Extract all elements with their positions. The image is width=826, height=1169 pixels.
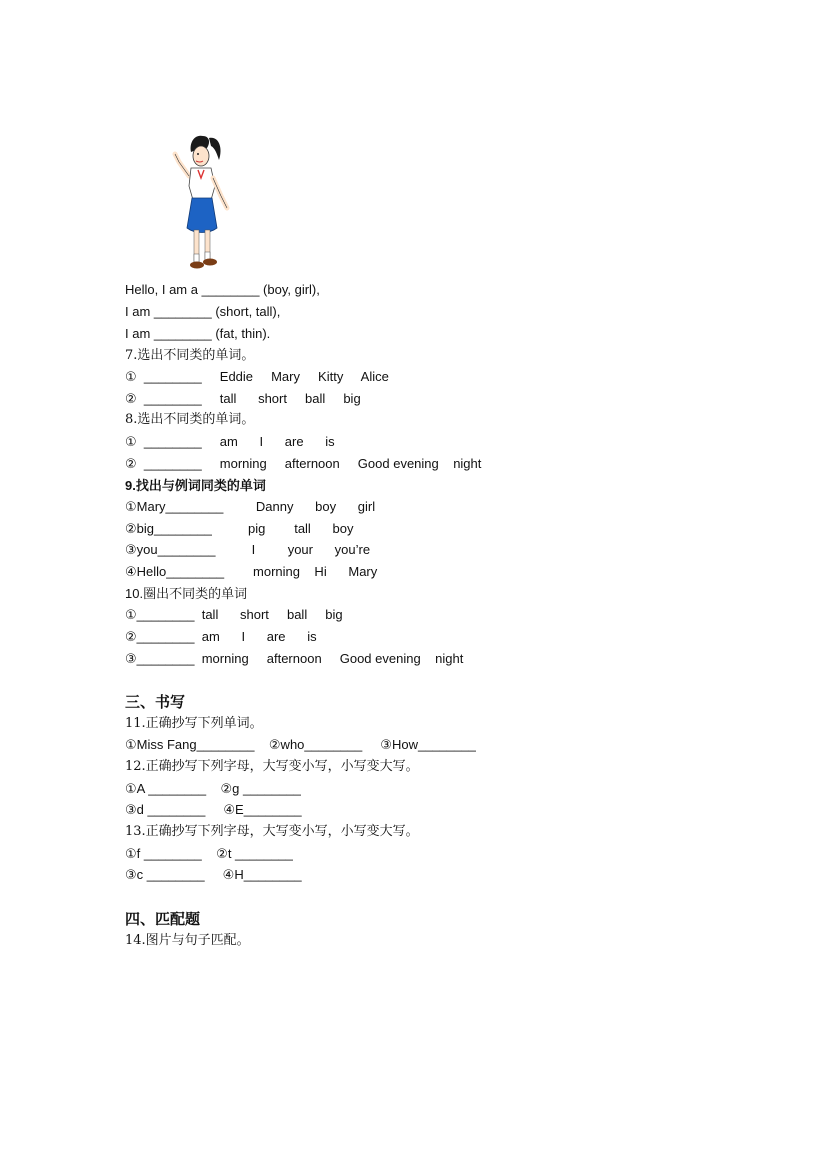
intro-line-2: I am ________ (short, tall), — [125, 304, 281, 319]
q10-title: 10.圈出不同类的单词 — [125, 586, 248, 601]
intro-line-3: I am ________ (fat, thin). — [125, 326, 271, 341]
girl-illustration — [165, 128, 245, 278]
q11-title: 11.正确抄写下列单词。 — [125, 716, 263, 731]
q13-title: 13.正确抄写下列字母，大写变小写，小写变大写。 — [125, 824, 419, 839]
q9-title: 9.找出与例词同类的单词 — [125, 478, 266, 493]
q7-item-2: ② ________ tall short ball big — [125, 391, 361, 406]
q12-title: 12.正确抄写下列字母，大写变小写，小写变大写。 — [125, 759, 419, 774]
section-3-heading: 三、书写 — [125, 693, 186, 711]
q7-title: 7.选出不同类的单词。 — [125, 348, 255, 363]
q13-row-1: ①f ________ ②t ________ — [125, 846, 293, 861]
q8-item-1: ① ________ am I are is — [125, 434, 335, 449]
q7-item-1: ① ________ Eddie Mary Kitty Alice — [125, 369, 389, 384]
q9-item-2: ②big________ pig tall boy — [125, 521, 354, 536]
q10-item-2: ②________ am I are is — [125, 629, 317, 644]
q12-row-1: ①A ________ ②g ________ — [125, 781, 301, 796]
q11-items: ①Miss Fang________ ②who________ ③How________ — [125, 737, 476, 752]
q8-item-2: ② ________ morning afternoon Good evening night — [125, 456, 482, 471]
section-4-heading: 四、匹配题 — [125, 910, 201, 928]
q9-item-1: ①Mary________ Danny boy girl — [125, 499, 376, 514]
q9-item-3: ③you________ I your you’re — [125, 542, 371, 557]
q10-item-1: ①________ tall short ball big — [125, 607, 343, 622]
q9-item-4: ④Hello________ morning Hi Mary — [125, 564, 378, 579]
intro-line-1: Hello, I am a ________ (boy, girl), — [125, 282, 320, 297]
q12-row-2: ③d ________ ④E________ — [125, 802, 302, 817]
q13-row-2: ③c ________ ④H________ — [125, 867, 302, 882]
q8-title: 8.选出不同类的单词。 — [125, 412, 255, 427]
q14-title: 14.图片与句子匹配。 — [125, 933, 250, 948]
q10-item-3: ③________ morning afternoon Good evening night — [125, 651, 464, 666]
